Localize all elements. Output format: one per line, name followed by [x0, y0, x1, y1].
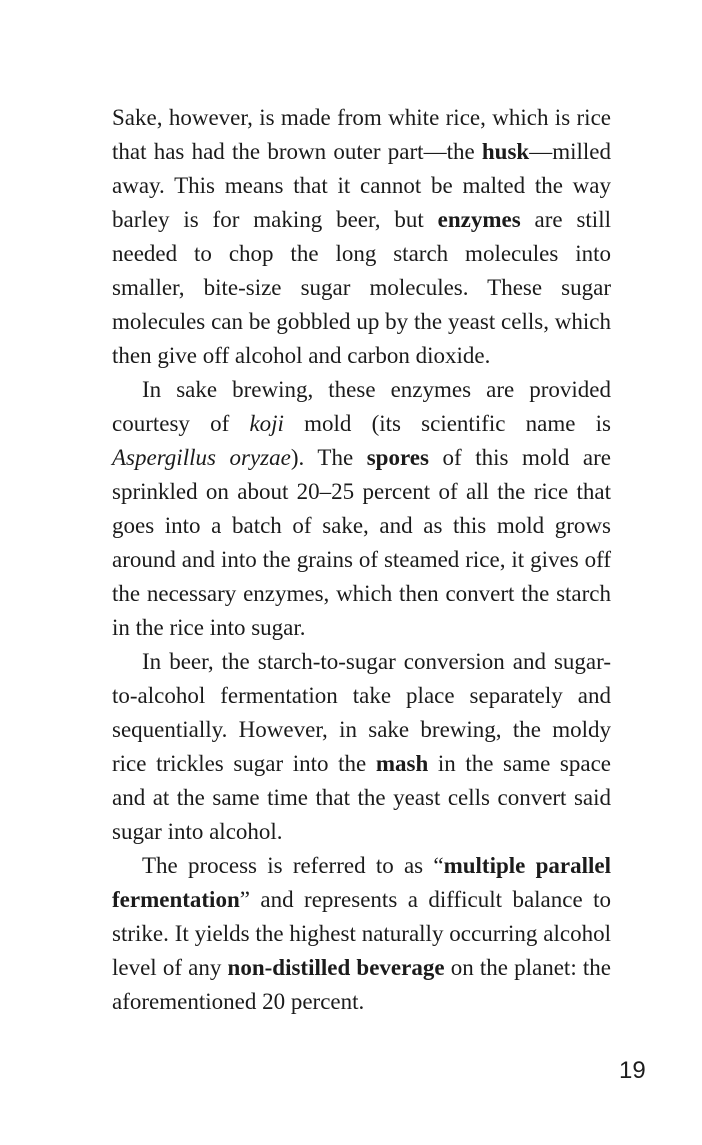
page-number: 19 [619, 1057, 646, 1084]
bold-term: multiple parallel fermentation [112, 853, 611, 912]
text-run: In beer, the starch-to-sugar conversion and sugar-to-alcohol fermentation take place separately and sequentially. However, in sake brewing, the moldy rice trickles sugar into the [112, 649, 611, 776]
text-run: are still needed to chop the long starch molecules into smaller, bite-size sugar molecules. These sugar molecules can be gobbled up by the yeast cells, which then give off alcohol and carbon dioxide. [112, 207, 611, 368]
text-run: —milled away. This means that it cannot be malted the way barley is for making beer, but [112, 139, 611, 232]
text-run: on the planet: the aforementioned 20 percent. [112, 955, 611, 1014]
paragraph [112, 645, 611, 849]
text-run: In sake brewing, these enzymes are provided courtesy of [112, 377, 611, 436]
bold-term: husk [481, 139, 530, 164]
page-text [112, 101, 611, 1019]
text-run: ). The [290, 445, 367, 470]
text-run: ” and represents a difficult balance to strike. It yields the highest naturally occurring alcohol level of any [112, 887, 611, 980]
text-run: of this mold are sprinkled on about 20–25 percent of all the rice that goes into a batch of sake, and as this mold grows around and into the grains of steamed rice, it gives off the necessary enzymes, which then convert the starch in the rice into sugar. [112, 445, 611, 640]
bold-term: enzymes [437, 207, 521, 232]
text-run: The process is referred to as “ [142, 853, 444, 878]
text-run: in the same space and at the same time that the yeast cells convert said sugar into alcohol. [112, 751, 611, 844]
italic-term: koji [249, 411, 284, 436]
bold-term: non-distilled beverage [227, 955, 445, 980]
paragraph [112, 849, 611, 1019]
text-run: Sake, however, is made from white rice, which is rice that has had the brown outer part—the [112, 105, 611, 164]
bold-term: spores [366, 445, 429, 470]
italic-term: Aspergillus oryzae [112, 445, 291, 470]
paragraph [112, 373, 611, 645]
paragraph [112, 101, 611, 373]
text-run: mold (its scientific name is [283, 411, 611, 436]
bold-term: mash [375, 751, 429, 776]
